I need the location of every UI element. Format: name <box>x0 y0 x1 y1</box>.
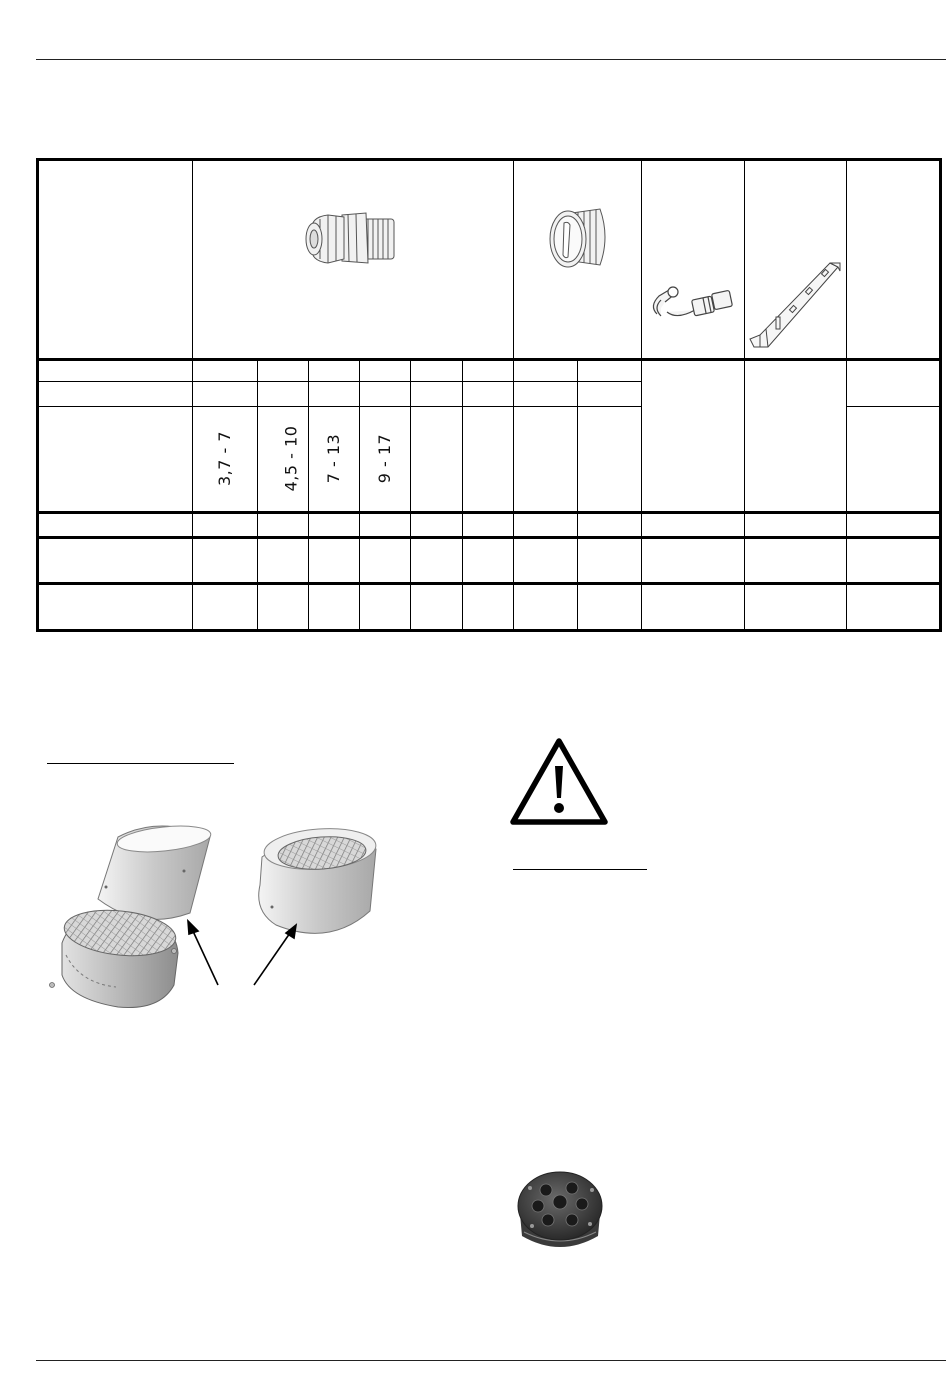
table-cell <box>847 584 941 631</box>
table-cell <box>360 537 411 584</box>
table-cell <box>578 406 642 513</box>
table-cell <box>411 513 463 537</box>
diameter-range-1: 3,7 - 7 <box>215 431 235 487</box>
table-cell <box>309 584 360 631</box>
row-label-cell <box>38 382 193 406</box>
header-cell-wire-connector <box>642 160 745 360</box>
multi-hole-grommet-icon <box>512 1166 608 1260</box>
table-row <box>38 513 941 537</box>
assembled-fan-cover-icon <box>259 825 378 933</box>
table-cell <box>514 537 578 584</box>
table-cell <box>745 513 847 537</box>
pointer-arrow-icon <box>188 921 296 985</box>
table-cell <box>578 537 642 584</box>
fan-cover-grille-icon <box>50 905 179 1007</box>
accessory-spec-table <box>36 158 942 632</box>
cable-gland-icon <box>298 201 408 281</box>
table-cell <box>847 537 941 584</box>
table-cell <box>360 584 411 631</box>
table-cell <box>463 584 514 631</box>
blanking-plug-icon <box>538 199 618 279</box>
table-cell <box>578 382 642 406</box>
diameter-cell <box>258 406 309 513</box>
table-cell <box>642 584 745 631</box>
table-cell <box>258 584 309 631</box>
diameter-cell <box>309 406 360 513</box>
table-cell <box>642 513 745 537</box>
diameter-cell <box>193 406 258 513</box>
table-cell <box>193 537 258 584</box>
diameter-range-3: 7 - 13 <box>324 434 344 484</box>
table-cell <box>258 382 309 406</box>
table-cell <box>411 584 463 631</box>
header-cell-cable-gland <box>193 160 514 360</box>
table-cell <box>514 359 578 381</box>
table-cell <box>309 537 360 584</box>
table-cell <box>745 537 847 584</box>
footer-rule <box>36 1360 946 1361</box>
diameter-range-2: 4,5 - 10 <box>281 426 301 492</box>
row-label-cell <box>38 406 193 513</box>
header-cell-blanking-plug <box>514 160 642 360</box>
diameter-cell <box>360 406 411 513</box>
table-cell <box>309 359 360 381</box>
table-cell <box>463 359 514 381</box>
table-cell <box>360 359 411 381</box>
fan-cover-ring-icon <box>98 822 212 919</box>
table-cell <box>514 382 578 406</box>
table-row <box>38 584 941 631</box>
diameter-range-4: 9 - 17 <box>375 434 395 484</box>
table-cell <box>463 382 514 406</box>
table-cell <box>411 406 463 513</box>
header-rule <box>36 59 946 60</box>
table-cell <box>847 513 941 537</box>
table-cell <box>258 359 309 381</box>
row-label-cell <box>38 584 193 631</box>
table-cell <box>411 359 463 381</box>
row-label-cell <box>38 359 193 381</box>
table-cell <box>258 513 309 537</box>
table-cell <box>360 382 411 406</box>
table-cell <box>463 406 514 513</box>
table-cell <box>463 537 514 584</box>
table-cell <box>578 513 642 537</box>
table-cell <box>514 513 578 537</box>
table-cell <box>578 584 642 631</box>
table-cell <box>411 537 463 584</box>
table-cell <box>309 513 360 537</box>
table-cell <box>309 382 360 406</box>
table-cell <box>411 382 463 406</box>
table-cell <box>360 513 411 537</box>
row-label-cell <box>38 537 193 584</box>
merged-cell <box>847 359 941 406</box>
header-label-cell <box>38 160 193 360</box>
table-cell <box>193 382 258 406</box>
table-cell <box>514 406 578 513</box>
table-cell <box>578 359 642 381</box>
table-cell <box>463 513 514 537</box>
table-row <box>38 537 941 584</box>
table-cell <box>193 584 258 631</box>
warning-triangle-icon <box>508 736 610 828</box>
merged-cell <box>642 359 745 512</box>
fan-cover-figure <box>40 815 385 1015</box>
mounting-bracket-icon <box>746 255 846 351</box>
wire-connector-icon <box>647 270 739 330</box>
header-cell-other <box>847 160 941 360</box>
header-cell-mounting-bracket <box>745 160 847 360</box>
table-cell <box>193 513 258 537</box>
table-header-row <box>38 160 941 360</box>
table-cell <box>258 537 309 584</box>
table-cell <box>847 406 941 513</box>
row-label-cell <box>38 513 193 537</box>
table-cell <box>642 537 745 584</box>
section-heading-underline-left <box>47 763 234 764</box>
table-cell <box>745 584 847 631</box>
table-cell <box>514 584 578 631</box>
merged-cell <box>745 359 847 512</box>
table-cell <box>193 359 258 381</box>
table-row <box>38 359 941 381</box>
section-heading-underline-right <box>513 869 647 870</box>
